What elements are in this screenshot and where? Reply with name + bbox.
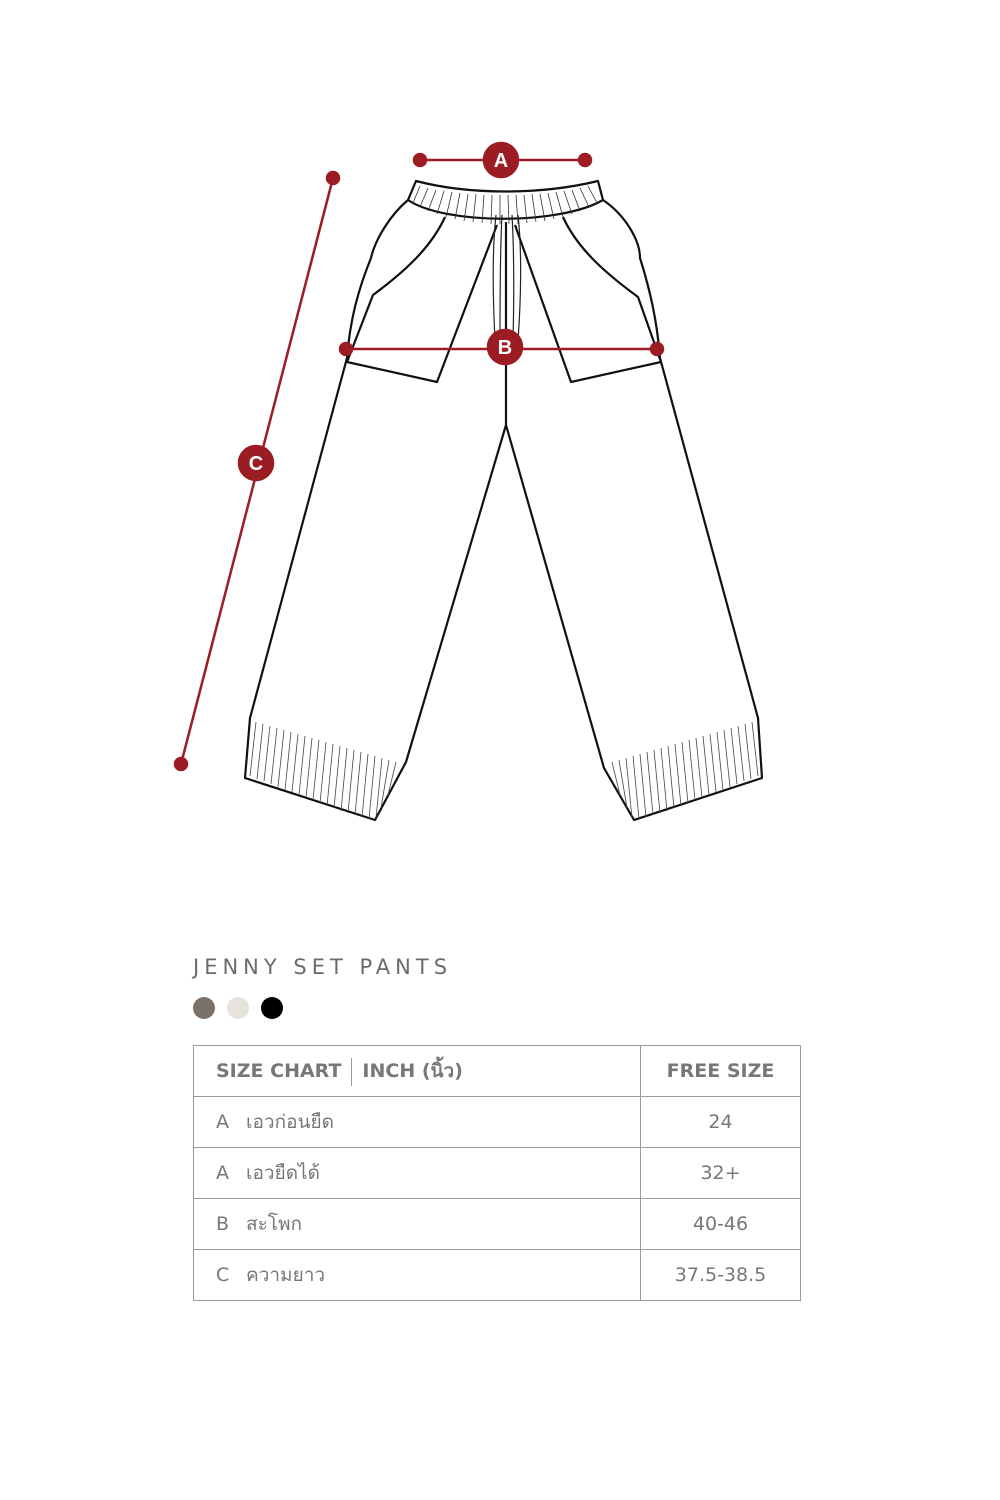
row-value: 32+ [641,1148,801,1199]
row-label: ความยาว [246,1264,326,1286]
color-swatch-cream[interactable] [227,997,249,1019]
marker-a-label: A [493,150,509,172]
header-divider [351,1058,352,1086]
color-swatch-black[interactable] [261,997,283,1019]
marker-b-label: B [497,337,513,359]
color-swatches [193,997,283,1019]
row-code: C [216,1264,230,1286]
size-chart-header-left [194,1046,641,1097]
left-cuff-ribbing [250,722,396,819]
color-swatch-taupe[interactable] [193,997,215,1019]
row-code: A [216,1111,229,1133]
table-row [194,1250,801,1301]
marker-c-label: C [248,453,264,475]
right-cuff-ribbing [612,722,758,819]
table-row [194,1199,801,1250]
row-code: A [216,1162,229,1184]
product-title: JENNY SET PANTS [193,955,453,979]
row-value: 37.5-38.5 [641,1250,801,1301]
table-row [194,1148,801,1199]
row-label: เอวยืดได้ [246,1162,320,1184]
size-chart-table [193,1045,801,1301]
header-unit: INCH (นิ้ว) [362,1060,463,1082]
size-chart-header-row [194,1046,801,1097]
row-value: 24 [641,1097,801,1148]
row-label: เอวก่อนยืด [246,1111,334,1133]
row-code: B [216,1213,230,1235]
header-free-size: FREE SIZE [641,1046,801,1097]
pants-outline [245,181,762,820]
table-row [194,1097,801,1148]
row-label: สะโพก [246,1213,303,1235]
header-size-chart: SIZE CHART [216,1060,342,1082]
row-value: 40-46 [641,1199,801,1250]
